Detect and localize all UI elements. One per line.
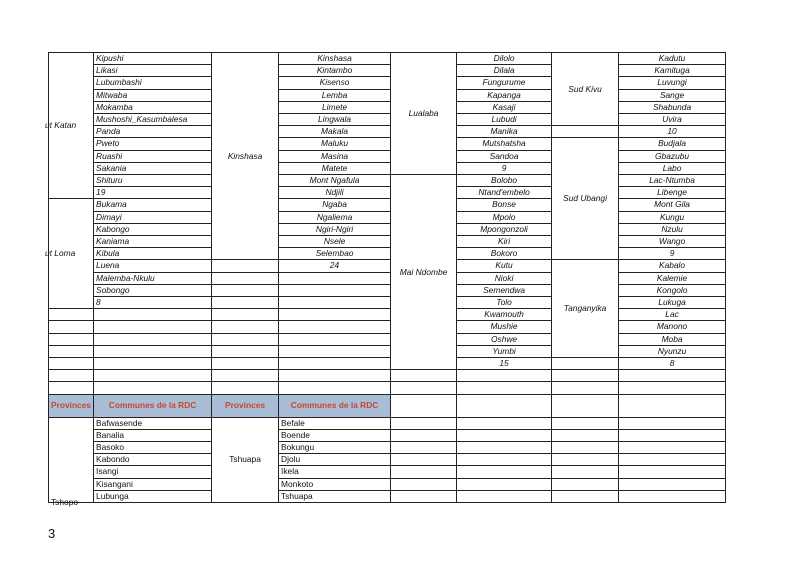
commune-cell: Befale: [279, 417, 391, 429]
empty-cell: [212, 309, 279, 321]
table-row: [49, 333, 726, 345]
commune-cell: Bukama: [94, 199, 212, 211]
empty-cell: [212, 284, 279, 296]
empty-cell: [49, 333, 94, 345]
commune-cell: Dilolo: [457, 53, 552, 65]
table-row: [49, 466, 726, 478]
empty-cell: [49, 309, 94, 321]
empty-cell: [457, 442, 552, 454]
commune-cell: Matete: [279, 162, 391, 174]
empty-cell: [49, 345, 94, 357]
commune-cell: Sange: [619, 89, 726, 101]
commune-cell: Maluku: [279, 138, 391, 150]
commune-cell: Nioki: [457, 272, 552, 284]
commune-cell: Lukuga: [619, 297, 726, 309]
commune-cell: Sobongo: [94, 284, 212, 296]
commune-cell: Kisangani: [94, 478, 212, 490]
commune-cell: Mpongonzoli: [457, 223, 552, 235]
empty-cell: [94, 358, 212, 370]
empty-cell: [391, 442, 457, 454]
empty-cell: [279, 321, 391, 333]
empty-cell: [457, 478, 552, 490]
empty-cell: [279, 284, 391, 296]
commune-cell: Kintambo: [279, 65, 391, 77]
commune-cell: Lingwala: [279, 114, 391, 126]
province-haut-lomami: ut Loma: [49, 199, 94, 309]
empty-cell: [279, 333, 391, 345]
commune-cell: Nyunzu: [619, 345, 726, 357]
commune-cell: Fungurume: [457, 77, 552, 89]
province-mai-ndombe: Mai Ndombe: [391, 175, 457, 370]
empty-cell: [552, 358, 619, 370]
empty-cell: [212, 297, 279, 309]
empty-cell: [279, 345, 391, 357]
province-sud-ubangi: Sud Ubangi: [552, 138, 619, 260]
header-communes: Communes de la RDC: [279, 394, 391, 417]
empty-cell: [457, 466, 552, 478]
commune-cell: Kabongo: [94, 223, 212, 235]
commune-cell: Tolo: [457, 297, 552, 309]
commune-cell: Lac: [619, 309, 726, 321]
empty-cell: [212, 333, 279, 345]
commune-cell: 24: [279, 260, 391, 272]
empty-cell: [212, 272, 279, 284]
empty-cell: [94, 382, 212, 394]
commune-cell: Lemba: [279, 89, 391, 101]
empty-cell: [391, 478, 457, 490]
commune-cell: Likasi: [94, 65, 212, 77]
table-row: [49, 126, 726, 138]
empty-cell: [457, 454, 552, 466]
empty-cell: [391, 429, 457, 441]
empty-cell: [212, 345, 279, 357]
empty-cell: [619, 382, 726, 394]
empty-cell: [552, 429, 619, 441]
commune-cell: Kungu: [619, 211, 726, 223]
empty-cell: [279, 297, 391, 309]
empty-cell: [279, 382, 391, 394]
commune-cell: Ngaliema: [279, 211, 391, 223]
commune-cell: Kabalo: [619, 260, 726, 272]
empty-cell: [619, 370, 726, 382]
table-row: [49, 101, 726, 113]
table-row: [49, 297, 726, 309]
commune-cell: Moba: [619, 333, 726, 345]
empty-cell: [552, 126, 619, 138]
table-row: [49, 150, 726, 162]
empty-cell: [457, 370, 552, 382]
commune-cell: Wango: [619, 236, 726, 248]
commune-cell: 10: [619, 126, 726, 138]
commune-cell: Malemba-Nkulu: [94, 272, 212, 284]
empty-cell: [619, 429, 726, 441]
commune-cell: Limete: [279, 101, 391, 113]
empty-cell: [457, 429, 552, 441]
empty-cell: [552, 490, 619, 502]
table-row: [49, 260, 726, 272]
empty-cell: [94, 333, 212, 345]
commune-cell: Kongolo: [619, 284, 726, 296]
empty-cell: [552, 394, 619, 417]
table-row: [49, 284, 726, 296]
empty-cell: [552, 442, 619, 454]
table-row: [49, 345, 726, 357]
empty-cell: [552, 454, 619, 466]
commune-cell: Bonse: [457, 199, 552, 211]
table-row: [49, 114, 726, 126]
commune-cell: Ruashi: [94, 150, 212, 162]
header-provinces: Provinces: [212, 394, 279, 417]
province-kinshasa: Kinshasa: [212, 53, 279, 260]
commune-cell: Selembao: [279, 248, 391, 260]
empty-cell: [49, 370, 94, 382]
empty-cell: [49, 321, 94, 333]
commune-cell: 19: [94, 187, 212, 199]
province-haut-katanga: ut Katan: [49, 53, 94, 199]
table-row: [49, 382, 726, 394]
commune-cell: Luvungi: [619, 77, 726, 89]
commune-cell: Dimayi: [94, 211, 212, 223]
header-provinces: Provinces: [49, 394, 94, 417]
empty-cell: [552, 417, 619, 429]
commune-cell: Kwamouth: [457, 309, 552, 321]
empty-cell: [212, 260, 279, 272]
header-communes: Communes de la RDC: [94, 394, 212, 417]
commune-cell: Mont Gila: [619, 199, 726, 211]
commune-cell: Kipushi: [94, 53, 212, 65]
table-row: [49, 65, 726, 77]
empty-cell: [552, 382, 619, 394]
commune-cell: Mpolo: [457, 211, 552, 223]
commune-cell: Masina: [279, 150, 391, 162]
empty-cell: [457, 490, 552, 502]
commune-cell: Labo: [619, 162, 726, 174]
commune-cell: Shabunda: [619, 101, 726, 113]
empty-cell: [552, 370, 619, 382]
empty-cell: [619, 442, 726, 454]
commune-cell: Kisenso: [279, 77, 391, 89]
empty-cell: [457, 382, 552, 394]
commune-cell: Ikela: [279, 466, 391, 478]
table-row: [49, 223, 726, 235]
commune-cell: Kalemie: [619, 272, 726, 284]
commune-cell: Gbazubu: [619, 150, 726, 162]
table-row: [49, 211, 726, 223]
empty-cell: [212, 382, 279, 394]
commune-cell: Mutshatsha: [457, 138, 552, 150]
commune-cell: Sakania: [94, 162, 212, 174]
commune-cell: Kamituga: [619, 65, 726, 77]
empty-cell: [49, 382, 94, 394]
province-tshopo: [49, 417, 94, 507]
empty-cell: [94, 309, 212, 321]
empty-cell: [391, 466, 457, 478]
empty-cell: [279, 272, 391, 284]
commune-cell: Bafwasende: [94, 417, 212, 429]
table-row: [49, 429, 726, 441]
commune-cell: Yumbi: [457, 345, 552, 357]
commune-cell: Budjala: [619, 138, 726, 150]
empty-cell: [391, 490, 457, 502]
table-row: [49, 236, 726, 248]
table-row: [49, 370, 726, 382]
empty-cell: [391, 382, 457, 394]
commune-cell: Kabondo: [94, 454, 212, 466]
empty-cell: [212, 358, 279, 370]
table-row: [49, 89, 726, 101]
empty-cell: [49, 358, 94, 370]
commune-cell: Ntand'embelo: [457, 187, 552, 199]
commune-cell: Ndjili: [279, 187, 391, 199]
commune-cell: Shituru: [94, 175, 212, 187]
table-row: [49, 272, 726, 284]
empty-cell: [457, 394, 552, 417]
commune-cell: Oshwe: [457, 333, 552, 345]
empty-cell: [279, 370, 391, 382]
commune-cell: Kapanga: [457, 89, 552, 101]
empty-cell: [619, 490, 726, 502]
header-row: [49, 394, 726, 417]
empty-cell: [391, 370, 457, 382]
commune-cell: Kadutu: [619, 53, 726, 65]
commune-cell: Isangi: [94, 466, 212, 478]
empty-cell: [619, 466, 726, 478]
table-row: [49, 199, 726, 211]
commune-cell: Mitwaba: [94, 89, 212, 101]
commune-cell: Pweto: [94, 138, 212, 150]
commune-cell: 15: [457, 358, 552, 370]
province-tshuapa: Tshuapa: [212, 417, 279, 502]
commune-cell: 8: [94, 297, 212, 309]
commune-cell: Manono: [619, 321, 726, 333]
empty-cell: [619, 454, 726, 466]
commune-cell: Tshuapa: [279, 490, 391, 502]
province-tshopo-label: Tshopo: [51, 496, 79, 507]
commune-cell: Nzulu: [619, 223, 726, 235]
commune-cell: Bokungu: [279, 442, 391, 454]
table-row: [49, 162, 726, 174]
commune-cell: Manika: [457, 126, 552, 138]
province-tanganyika: Tanganyika: [552, 260, 619, 358]
commune-cell: Luena: [94, 260, 212, 272]
empty-cell: [391, 454, 457, 466]
table-row: [49, 187, 726, 199]
commune-cell: Mont Ngafula: [279, 175, 391, 187]
table-row: [49, 358, 726, 370]
commune-cell: Nsele: [279, 236, 391, 248]
commune-cell: Mokamba: [94, 101, 212, 113]
commune-cell: Dilala: [457, 65, 552, 77]
commune-cell: Basoko: [94, 442, 212, 454]
commune-cell: Bokoro: [457, 248, 552, 260]
communes-table: [45, 52, 726, 507]
commune-cell: Lac-Ntumba: [619, 175, 726, 187]
table-row: [49, 478, 726, 490]
commune-cell: Panda: [94, 126, 212, 138]
commune-cell: Djolu: [279, 454, 391, 466]
empty-cell: [279, 358, 391, 370]
table-row: [49, 417, 726, 429]
commune-cell: Ngiri-Ngiri: [279, 223, 391, 235]
commune-cell: Bolobo: [457, 175, 552, 187]
province-sud-kivu: Sud Kivu: [552, 53, 619, 126]
table-row: [49, 309, 726, 321]
empty-cell: [619, 394, 726, 417]
empty-cell: [457, 417, 552, 429]
empty-cell: [552, 478, 619, 490]
commune-cell: Ngaba: [279, 199, 391, 211]
empty-cell: [94, 345, 212, 357]
empty-cell: [391, 394, 457, 417]
province-lualaba: Lualaba: [391, 53, 457, 175]
commune-cell: Banalia: [94, 429, 212, 441]
table-row: [49, 77, 726, 89]
commune-cell: Lubudi: [457, 114, 552, 126]
commune-cell: Monkoto: [279, 478, 391, 490]
empty-cell: [94, 370, 212, 382]
commune-cell: Mushoshi_Kasumbalesa: [94, 114, 212, 126]
table-row: [49, 442, 726, 454]
empty-cell: [391, 417, 457, 429]
empty-cell: [279, 309, 391, 321]
table-row: [49, 175, 726, 187]
empty-cell: [212, 321, 279, 333]
empty-cell: [94, 321, 212, 333]
commune-cell: Boende: [279, 429, 391, 441]
table-row: [49, 53, 726, 65]
commune-cell: 8: [619, 358, 726, 370]
commune-cell: Kasaji: [457, 101, 552, 113]
empty-cell: [212, 370, 279, 382]
commune-cell: Lubunga: [94, 490, 212, 502]
commune-cell: 9: [619, 248, 726, 260]
table-row: [49, 248, 726, 260]
table-row: [49, 138, 726, 150]
commune-cell: Mushie: [457, 321, 552, 333]
commune-cell: Kaniama: [94, 236, 212, 248]
page-number: 3: [48, 526, 56, 541]
commune-cell: Libenge: [619, 187, 726, 199]
commune-cell: Kutu: [457, 260, 552, 272]
commune-cell: Kiri: [457, 236, 552, 248]
table-row: [49, 454, 726, 466]
empty-cell: [619, 417, 726, 429]
commune-cell: Sandoa: [457, 150, 552, 162]
commune-cell: Kinshasa: [279, 53, 391, 65]
commune-cell: Semendwa: [457, 284, 552, 296]
empty-cell: [552, 466, 619, 478]
table-row: [49, 490, 726, 502]
table-row: [49, 321, 726, 333]
commune-cell: Kibula: [94, 248, 212, 260]
commune-cell: 9: [457, 162, 552, 174]
commune-cell: Uvira: [619, 114, 726, 126]
commune-cell: Makala: [279, 126, 391, 138]
commune-cell: Lubumbashi: [94, 77, 212, 89]
empty-cell: [619, 478, 726, 490]
